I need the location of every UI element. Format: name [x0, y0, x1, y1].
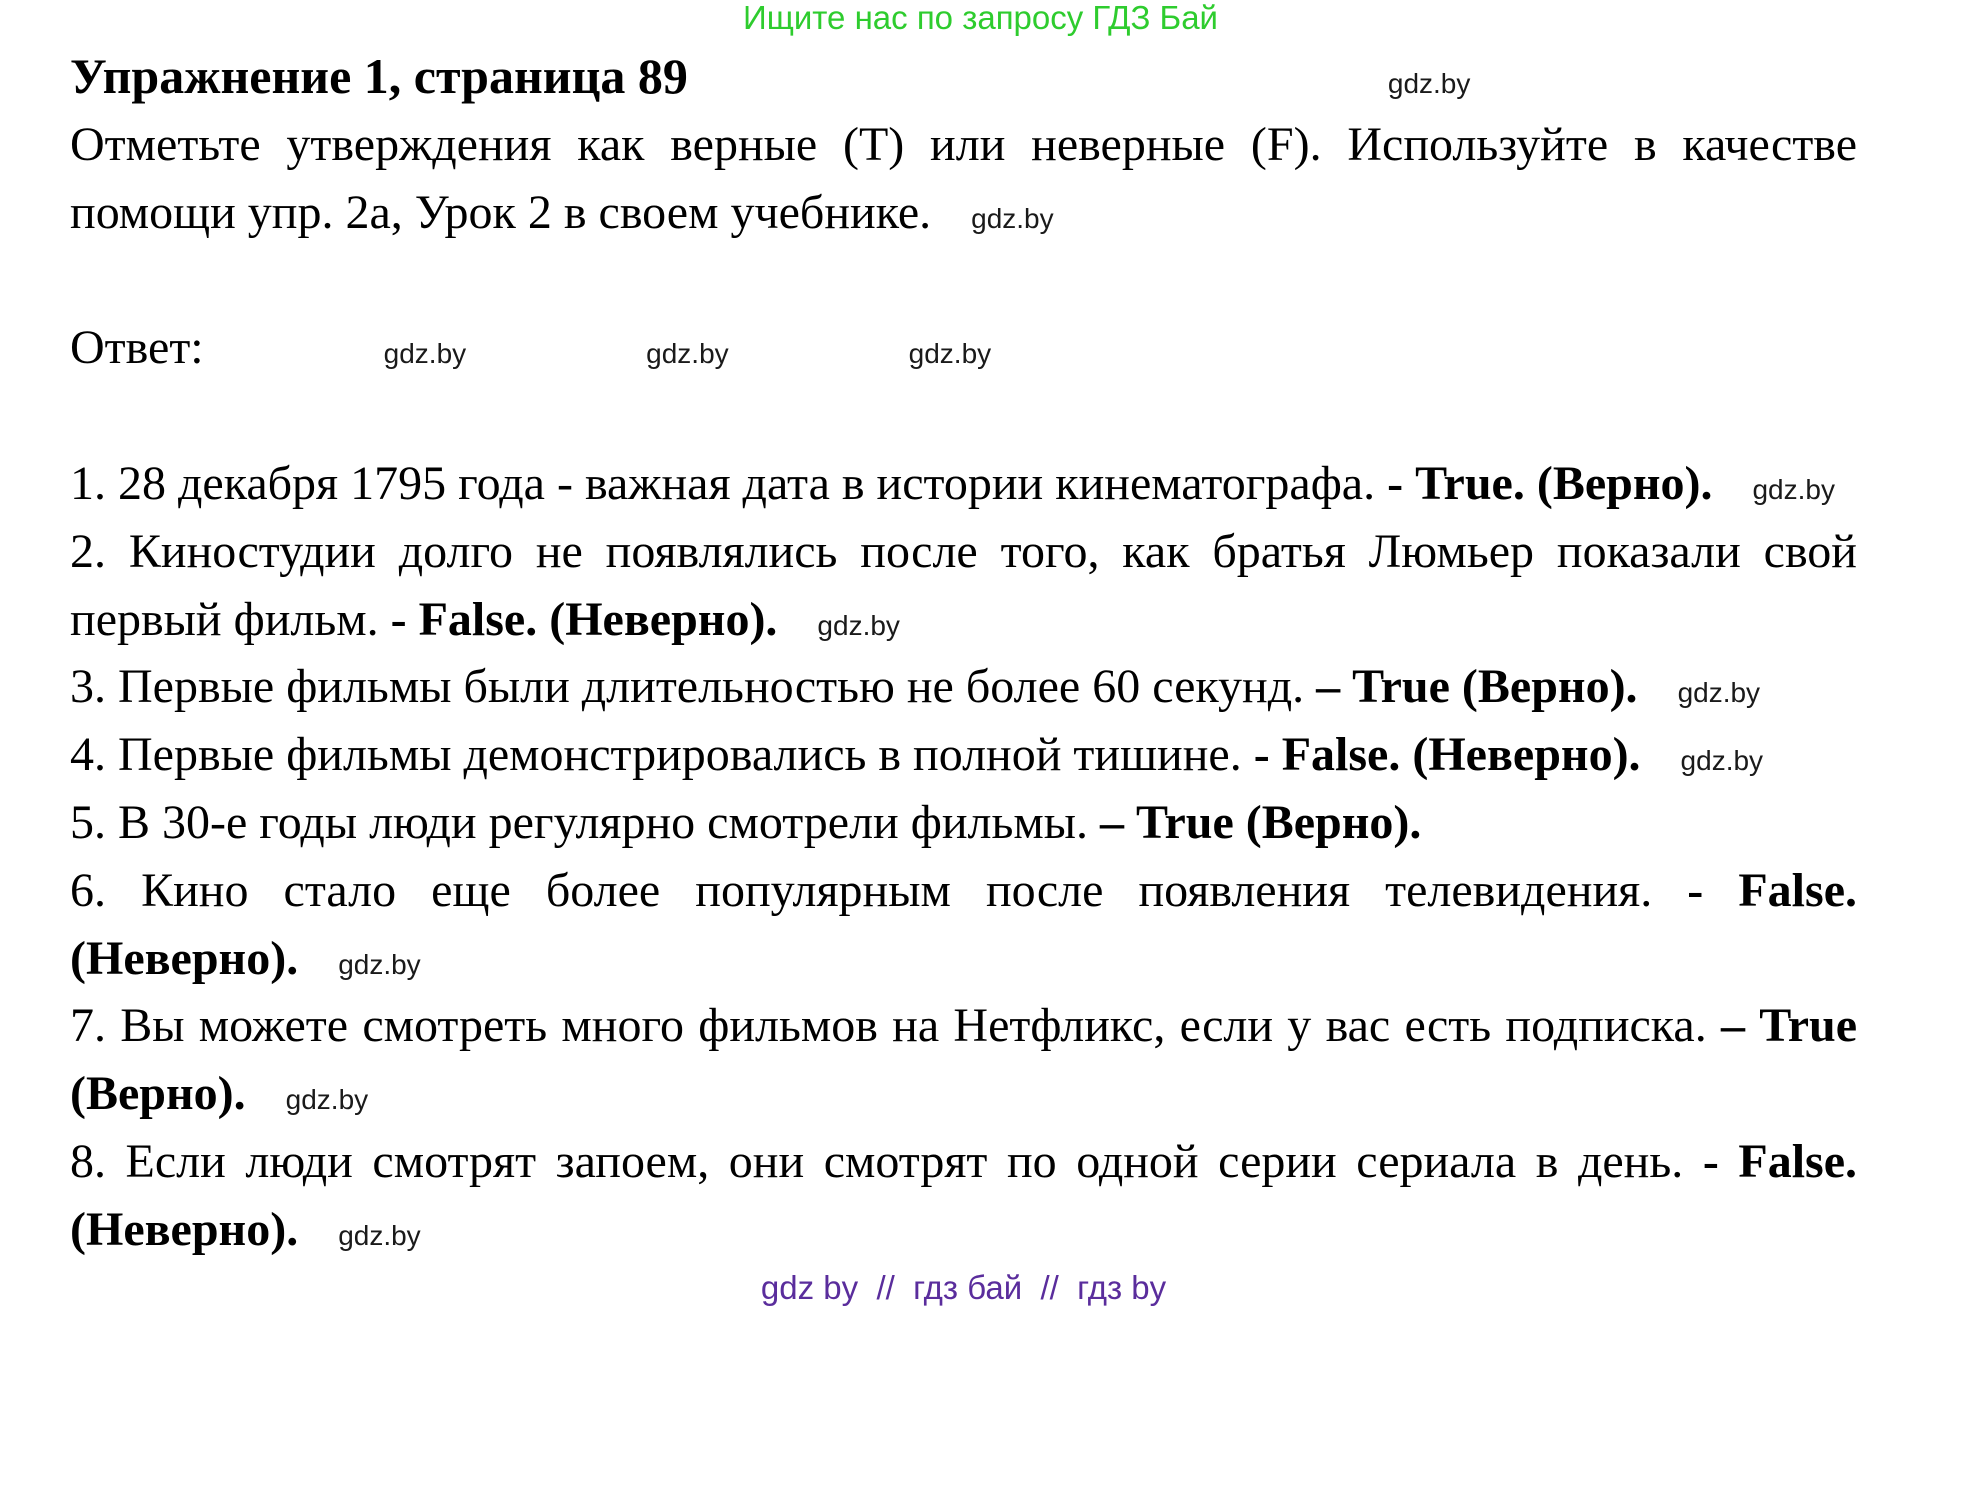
statement: 8. Если люди смотрят запоем, они смотрят по одной серии сериала в день.	[70, 1134, 1703, 1188]
page-title: Упражнение 1, страница 89	[70, 48, 688, 104]
watermark: gdz.by	[1680, 745, 1764, 777]
instruction-paragraph	[70, 111, 1857, 247]
watermark: gdz.by	[383, 338, 467, 369]
watermark: gdz.by	[338, 948, 421, 980]
statement: 7. Вы можете смотреть много фильмов на Нетфликс, если у вас есть подписка.	[70, 999, 1721, 1053]
watermark: gdz.by	[1752, 474, 1835, 505]
page-title-line	[70, 46, 1470, 106]
statement: 3. Первые фильмы были длительностью не более 60 секунд.	[70, 660, 1317, 714]
list-item	[70, 721, 1857, 789]
watermark: gdz.by	[1387, 68, 1471, 99]
watermark: gdz.by	[285, 1084, 369, 1116]
answer: – True (Верно).	[1316, 660, 1638, 714]
list-item	[70, 518, 1857, 654]
list-item	[70, 653, 1857, 721]
answer: - True. (Верно).	[1387, 457, 1713, 510]
answer: - False. (Неверно).	[70, 863, 1858, 985]
answer: – True (Верно).	[70, 999, 1858, 1121]
watermark: gdz.by	[817, 609, 900, 641]
statement: 2. Киностудии долго не появлялись после того, как братья Люмьер показали свой первый фильм.	[70, 524, 1857, 646]
list-item	[70, 857, 1857, 993]
answer: - False. (Неверно).	[390, 592, 778, 646]
watermark: gdz.by	[1677, 677, 1761, 709]
answer-label: Ответ:	[70, 321, 204, 374]
answer: - False. (Неверно).	[70, 1134, 1858, 1256]
watermark: gdz.by	[908, 338, 992, 369]
answer-list	[70, 450, 1857, 1306]
statement: 5. В 30-е годы люди регулярно смотрели фильмы.	[70, 795, 1100, 849]
instruction-text: Отметьте утверждения как верные (T) или неверные (F). Используйте в качестве помощи упр. 2a, Урок 2 в своем учебнике.	[70, 118, 1857, 239]
watermark: gdz.by	[338, 1219, 421, 1251]
statement: 1. 28 декабря 1795 года - важная дата в истории кинематографа.	[70, 457, 1388, 510]
search-banner: Ищите нас по запросу ГДЗ Бай	[743, 0, 1218, 36]
list-item	[70, 450, 1857, 518]
watermark: gdz.by	[971, 202, 1054, 234]
statement: 4. Первые фильмы демонстрировались в полной тишине.	[70, 728, 1254, 782]
watermark: gdz.by	[646, 338, 729, 369]
list-item	[70, 992, 1857, 1128]
answer: – True (Верно).	[1099, 795, 1422, 849]
list-item	[70, 789, 1857, 857]
statement: 6. Кино стало еще более популярным после появления телевидения.	[70, 863, 1688, 917]
answer: - False. (Неверно).	[1253, 728, 1641, 782]
footer-watermark: gdz by // гдз бай // гдз by	[760, 1268, 1167, 1306]
list-item	[70, 1128, 1857, 1264]
answer-label-line	[70, 314, 991, 382]
